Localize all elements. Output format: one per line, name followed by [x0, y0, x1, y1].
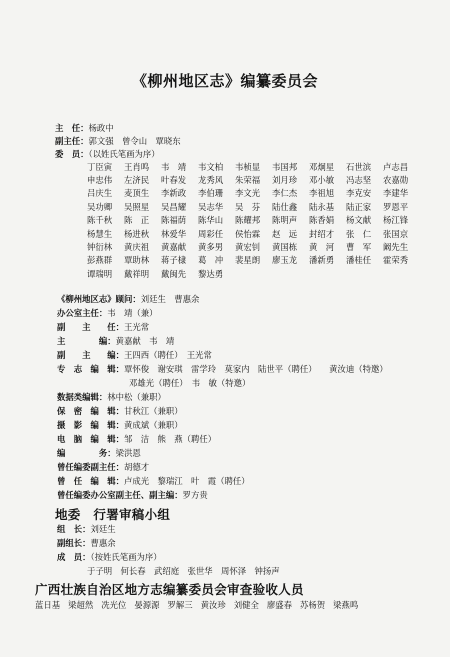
- committee-member: 李伯珊: [198, 188, 224, 199]
- chief-editor-names: 黄嘉献 韦 靖: [115, 336, 175, 346]
- committee-member: 李克安: [346, 188, 372, 199]
- acceptance-member: 晏源源: [134, 600, 160, 610]
- typist-label: 电 脑 编 辑：: [57, 434, 124, 444]
- special-editor-label: 专 志 编 辑：: [57, 364, 124, 374]
- committee-member: 丁臣寅: [87, 161, 113, 172]
- committee-member: 农嘉勋: [383, 175, 409, 186]
- deputy-editor-label: 副 主 编：: [57, 350, 124, 360]
- committee-member: 黄嘉献: [161, 242, 187, 253]
- member-row: [87, 187, 445, 200]
- committee-member: 裴星朗: [235, 255, 261, 266]
- advisors-names: 刘廷生 曹惠余: [140, 294, 200, 304]
- acceptance-member: 廖盛春: [266, 600, 292, 610]
- office-deputy-name: 王光常: [124, 322, 150, 332]
- clerk-label: 编 务：: [57, 448, 116, 458]
- secretary-line: [57, 405, 183, 417]
- review-deputy-name: 曹惠余: [90, 538, 116, 548]
- committee-member: 周彩任: [198, 228, 224, 239]
- member-row: [87, 160, 445, 173]
- acceptance-member: 蓝日基: [35, 600, 61, 610]
- acceptance-member: 梁燕鸣: [333, 600, 359, 610]
- committee-member: 谭瑞明: [87, 268, 113, 279]
- photo-editor-label: 摄 影 编 辑：: [57, 420, 124, 430]
- committee-member-grid: [87, 160, 445, 281]
- committee-member: 龙秀风: [198, 175, 224, 186]
- committee-member: 陆永基: [309, 201, 335, 212]
- committee-member: 黄国栋: [272, 242, 298, 253]
- director-line: [55, 123, 114, 134]
- committee-member: 申忠伟: [87, 175, 113, 186]
- member-row: [87, 267, 445, 280]
- review-deputy-line: [57, 538, 116, 549]
- committee-member: 黎达勇: [198, 268, 224, 279]
- committee-member: 李仁杰: [272, 188, 298, 199]
- committee-member: 李建华: [383, 188, 409, 199]
- committee-member: 张国京: [383, 228, 409, 239]
- deputy-editor-names: 王四西（聘任） 王光常: [124, 350, 212, 360]
- committee-member: 彭燕群: [87, 255, 113, 266]
- deputy-editor-line: [57, 349, 212, 361]
- committee-member: 韦文柏: [198, 161, 224, 172]
- committee-member: 韦 靖: [161, 161, 187, 172]
- review-members-line: [57, 552, 162, 563]
- clerk-name: 梁洪恩: [115, 448, 141, 458]
- member-row: [87, 173, 445, 186]
- committee-member: 侯怡霖: [235, 228, 261, 239]
- committee-member: 廖玉龙: [272, 255, 298, 266]
- review-members-names: 于子明 何长春 武绍庭 张世华 周怀泽 钟扬声: [87, 566, 280, 576]
- committee-member: 戴祥明: [124, 268, 150, 279]
- committee-member: 石世滨: [346, 161, 372, 172]
- committee-member: 陈 正: [124, 215, 150, 226]
- committee-member: 霍荣秀: [383, 255, 409, 266]
- committee-member: 吴志华: [198, 201, 224, 212]
- special-editor-line-2: [129, 377, 250, 389]
- acceptance-names: [35, 599, 358, 611]
- acceptance-member: 刘健全: [233, 600, 259, 610]
- committee-member: 吴昌耀: [161, 201, 187, 212]
- committee-member: 陈福荫: [161, 215, 187, 226]
- committee-member: 陈华山: [198, 215, 224, 226]
- former-editor-line: [57, 475, 250, 487]
- committee-member: 陆正家: [346, 201, 372, 212]
- former-editor-label: 曾 任 编 辑：: [57, 476, 124, 486]
- director-name: 杨政中: [88, 123, 114, 133]
- committee-member: 李文光: [235, 188, 261, 199]
- member-row: [87, 214, 445, 227]
- page-title: 《柳州地区志》编纂委员会: [131, 72, 318, 90]
- secretary-name: 甘秋江（兼职）: [124, 406, 183, 416]
- committee-member: 韦桢显: [235, 161, 261, 172]
- clerk-line: [57, 447, 141, 459]
- committee-member: 阚先生: [383, 242, 409, 253]
- typist-line: [57, 433, 216, 445]
- former-office-label: 曾任编委办公室副主任、副主编：: [57, 490, 183, 500]
- committee-member: 钟衍林: [87, 242, 113, 253]
- committee-member: 陈耀邦: [235, 215, 261, 226]
- review-members-note: （按姓氏笔画为序）: [90, 552, 162, 562]
- committee-member: 黄多男: [198, 242, 224, 253]
- committee-member: 邓炯星: [309, 161, 335, 172]
- chief-editor-label: 主 编：: [57, 336, 116, 346]
- office-director-name: 韦 靖（兼）: [107, 308, 158, 318]
- committee-member: 左济民: [124, 175, 150, 186]
- review-deputy-label: 副组长：: [57, 538, 91, 548]
- committee-member: 朱荣福: [235, 175, 261, 186]
- data-editor-label: 数据类编辑：: [57, 392, 108, 402]
- committee-member: 蒋子棣: [161, 255, 187, 266]
- committee-member: 吴 芬: [235, 201, 261, 212]
- member-row: [87, 240, 445, 253]
- committee-member: 张 仁: [346, 228, 372, 239]
- deputy-director-line: [55, 136, 181, 147]
- director-label: 主 任：: [55, 123, 89, 133]
- review-leader-label: 组 长：: [57, 524, 91, 534]
- former-deputy-director-line: [57, 461, 149, 473]
- special-editor-names-1: 覃怀俊 谢安琪 雷学玲 莫家内 陆世平（聘任） 黄汝迪（特邀）: [124, 364, 388, 374]
- committee-member: 杨文献: [346, 215, 372, 226]
- member-row: [87, 254, 445, 267]
- committee-member: 杨进秋: [124, 228, 150, 239]
- review-leader-name: 刘廷生: [90, 524, 116, 534]
- committee-member: 吴照星: [124, 201, 150, 212]
- committee-member: 赵 远: [272, 228, 298, 239]
- committee-member: 李祖旭: [309, 188, 335, 199]
- committee-member: 吴功卿: [87, 201, 113, 212]
- acceptance-title: 广西壮族自治区地方志编纂委员会审查验收人员: [35, 582, 304, 597]
- committee-member: 叶春发: [161, 175, 187, 186]
- photo-editor-line: [57, 419, 183, 431]
- committee-member: 陈明声: [272, 215, 298, 226]
- committee-member: 邓小敏: [309, 175, 335, 186]
- acceptance-member: 苏杨贺: [300, 600, 326, 610]
- committee-member: 曹 军: [346, 242, 372, 253]
- chief-editor-line: [57, 335, 174, 347]
- typist-names: 邹 洁 熊 燕（聘任）: [124, 434, 217, 444]
- office-deputy-label: 副 主 任：: [57, 322, 124, 332]
- committee-member: 封绍才: [309, 228, 335, 239]
- committee-member: 葛 冲: [198, 255, 224, 266]
- committee-member: 刘月珍: [272, 175, 298, 186]
- acceptance-member: 梁超然: [68, 600, 94, 610]
- data-editor-line: [57, 391, 166, 403]
- members-label: 委 员：: [55, 149, 89, 159]
- committee-member: 陈千秋: [87, 215, 113, 226]
- office-director-line: [57, 307, 158, 319]
- committee-member: 韦国邦: [272, 161, 298, 172]
- former-office-name: 罗方贵: [182, 490, 208, 500]
- special-editor-names-2: 邓雄光（聘任） 韦 敏（特邀）: [129, 378, 251, 388]
- members-line: [55, 149, 160, 160]
- secretary-label: 保 密 编 辑：: [57, 406, 124, 416]
- committee-member: 冯志坚: [346, 175, 372, 186]
- former-office-line: [57, 489, 208, 501]
- committee-member: 卢志昌: [383, 161, 409, 172]
- special-editor-line: [57, 363, 388, 375]
- photo-editor-name: 黄成斌（兼职）: [124, 420, 183, 430]
- member-row: [87, 227, 445, 240]
- review-group-title: 地委 行署审稿小组: [55, 507, 171, 522]
- committee-member: 林爱华: [161, 228, 187, 239]
- committee-member: 王肖鸣: [124, 161, 150, 172]
- committee-member: 杨慧生: [87, 228, 113, 239]
- acceptance-member: 罗解三: [167, 600, 193, 610]
- committee-member: 罗恩平: [383, 201, 409, 212]
- committee-member: 吕庆生: [87, 188, 113, 199]
- committee-member: 陈香娟: [309, 215, 335, 226]
- former-deputy-director-label: 曾任编委副主任：: [57, 462, 124, 472]
- committee-member: 麦顶生: [124, 188, 150, 199]
- advisors-line: [57, 293, 199, 305]
- office-director-label: 办公室主任：: [57, 308, 108, 318]
- members-note: （以姓氏笔画为序）: [88, 149, 160, 159]
- office-deputy-line: [57, 321, 149, 333]
- former-deputy-director-name: 胡德才: [124, 462, 150, 472]
- member-row: [87, 200, 445, 213]
- review-leader-line: [57, 524, 116, 535]
- committee-member: 黄宏钊: [235, 242, 261, 253]
- deputy-director-label: 副主任：: [55, 136, 89, 146]
- data-editor-name: 林中松（兼职）: [107, 392, 166, 402]
- committee-member: 李新政: [161, 188, 187, 199]
- review-members-label: 成 员：: [57, 552, 91, 562]
- committee-member: 戴闽先: [161, 268, 187, 279]
- deputy-director-names: 郭文强 曾令山 覃晓东: [88, 136, 181, 146]
- committee-member: 黄庆祖: [124, 242, 150, 253]
- committee-member: 覃助林: [124, 255, 150, 266]
- committee-member: 陆仕鑫: [272, 201, 298, 212]
- acceptance-member: 黄汝珍: [200, 600, 226, 610]
- former-editor-names: 卢成光 黎瑞江 叶 霞（聘任）: [124, 476, 250, 486]
- acceptance-member: 冼光位: [101, 600, 127, 610]
- committee-member: 黄 河: [309, 242, 335, 253]
- committee-member: 潘新勇: [309, 255, 335, 266]
- advisors-label: 《柳州地区志》顾问：: [57, 294, 141, 304]
- committee-member: 潘桂任: [346, 255, 372, 266]
- committee-member: 杨江锋: [383, 215, 409, 226]
